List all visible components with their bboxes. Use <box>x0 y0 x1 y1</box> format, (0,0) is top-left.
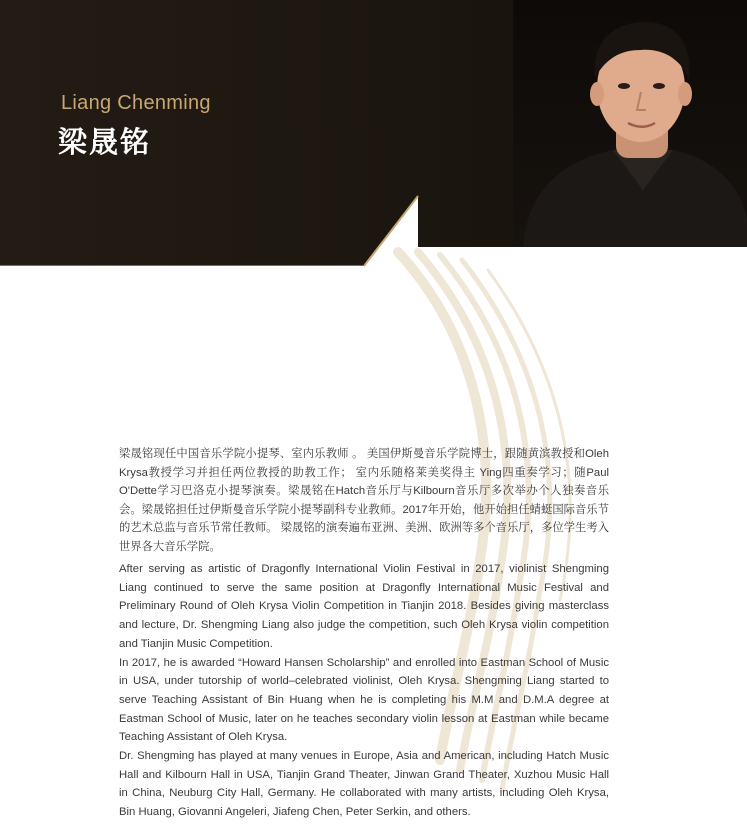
biography-chinese: 梁晟铭现任中国音乐学院小提琴、室内乐教师 。 美国伊斯曼音乐学院博士，跟随黄滨教授和Oleh Krysa教授学习并担任两位教授的助教工作； 室内乐随格莱美奖得主 Ying四重奏学习；随Paul O'Dette学习巴洛克小提琴演奏。梁晟铭在Hatch音乐厅与Kilbourn音乐厅多次举办个人独奏音乐会。梁晟铭担任过伊斯曼音乐学院小提琴副科专业教师。2017年开始，他开始担任蜻蜓国际音乐节的艺术总监与音乐节常任教师。 梁晟铭的演奏遍布亚洲、美洲、欧洲等多个音乐厅，多位学生考入世界各大音乐学院。 <box>119 448 609 553</box>
bio-paragraph-2: In 2017, he is awarded “Howard Hansen Scholarship” and enrolled into Eastman School of Music in USA, under tutorship of world–celebrated violinist, Oleh Krysa. Shengming Liang started to serve Teaching Assistant of Bin Huang when he is completing his M.M and D.M.A degree at Eastman School of Music, later on he teaches secondary violin lesson at Eastman while became Teaching Assistant of Oleh Krysa. <box>119 656 609 744</box>
bio-paragraph-3: Dr. Shengming has played at many venues in Europe, Asia and American, including Hatch Music Hall and Kilbourn Hall in USA, Tianjin Grand Theater, Jinwan Grand Theater, Xuzhou Music Hall in China, Neuburg City Hall, Germany. He collaborated with many artists, including Oleh Krysa, Bin Huang, Giovanni Angeleri, Jiafeng Chen, Peter Serkin, and others. <box>119 750 609 819</box>
portrait-eye-left <box>618 83 630 89</box>
name-english: Liang Chenming <box>61 92 211 114</box>
bio-paragraph-1: After serving as artistic of Dragonfly International Violin Festival in 2017, violinist Shengming Liang continued to serve the same position at Dragonfly International Music Festival and Preliminary Round of Oleh Krysa Violin Competition in Tianjin 2018. Besides giving masterclass and lecture, Dr. Shengming Liang also judge the competition, such Oleh Krysa violin competition and Tianjin Music Competition. <box>119 563 609 650</box>
portrait-illustration <box>513 0 747 247</box>
biography-english <box>119 560 609 822</box>
portrait-ear-right <box>678 82 692 106</box>
portrait-photo <box>513 0 747 247</box>
portrait-eye-right <box>653 83 665 89</box>
name-chinese: 梁晟铭 <box>58 127 152 159</box>
portrait-ear-left <box>590 82 604 106</box>
